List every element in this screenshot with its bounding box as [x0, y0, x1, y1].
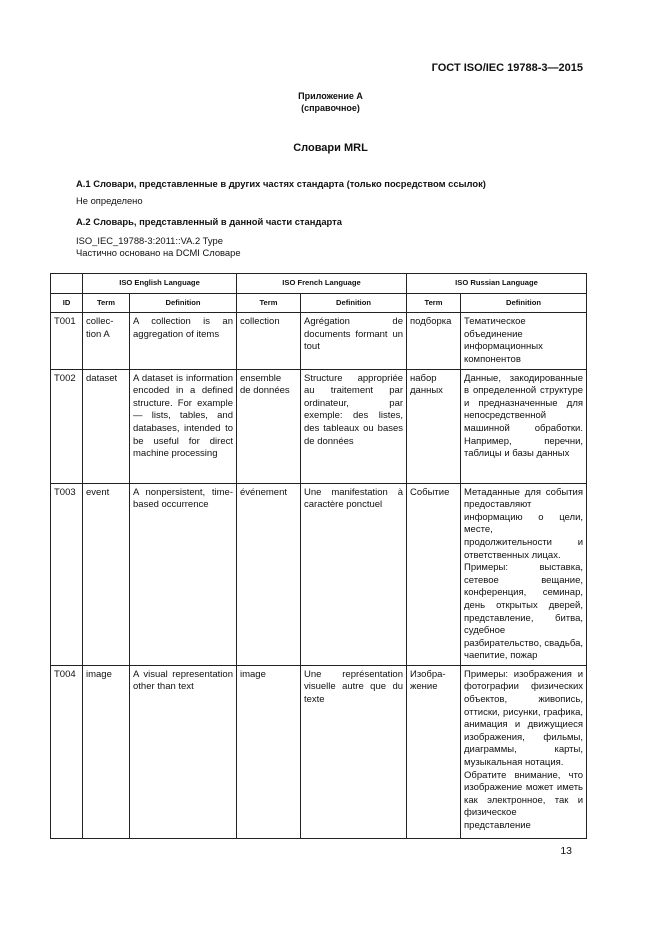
a1-heading: А.1 Словари, представленные в других частях стандарта (только посредством ссылок): [76, 178, 486, 189]
row-id: T002: [51, 369, 83, 483]
table-row: [51, 369, 587, 483]
header-en-definition: Definition: [130, 293, 237, 313]
en-definition: A dataset is information encoded in a defined structure. For example — lists, tables, and databases, intended to be useful for direct machine processing: [130, 369, 237, 483]
table-row: [51, 665, 587, 838]
en-term: event: [83, 483, 130, 665]
fr-term: image: [237, 665, 301, 838]
ru-term: Событие: [407, 483, 461, 665]
row-id: T001: [51, 313, 83, 369]
header-ru-term: Term: [407, 293, 461, 313]
a2-heading: А.2 Словарь, представленный в данной части стандарта: [76, 216, 342, 227]
ru-definition: Примеры: изображения и фотографии физических объектов, живопись, оттиски, рисунки, графика, анимация и движущиеся изображения, фильмы, диаграммы, карты, музыкальная нотация.: [464, 668, 584, 769]
header-fr-term: Term: [237, 293, 301, 313]
page-number: 13: [560, 845, 572, 857]
ru-definition-cell: [461, 483, 587, 665]
group-header-row: [51, 274, 587, 294]
a1-text: Не определено: [76, 195, 143, 206]
ru-term: набор данных: [407, 369, 461, 483]
header-en-term: Term: [83, 293, 130, 313]
table-row: [51, 313, 587, 369]
en-definition: A visual representation other than text: [130, 665, 237, 838]
fr-definition: Structure appropriée au traitement par ordinateur, par exemple: des listes, des tableaux ou bases de données: [301, 369, 407, 483]
appendix-subtitle: (справочное): [301, 103, 360, 113]
ru-definition: Метаданные для события предоставляют информацию о цели, месте, продолжительности и ответственных лицах.: [464, 486, 584, 561]
empty-header-cell: [51, 274, 83, 294]
a2-line2: Частично основано на DCMI Словаре: [76, 247, 241, 258]
a2-line1: ISO_IEC_19788-3:2011::VA.2 Type: [76, 235, 223, 246]
appendix-title: Приложение А: [298, 91, 363, 101]
fr-term: événement: [237, 483, 301, 665]
ru-definition-note: Обратите внимание, что изображение может иметь как электронное, так и физическое представление: [464, 769, 584, 831]
fr-definition: Une représentation visuelle autre que du texte: [301, 665, 407, 838]
fr-term: collection: [237, 313, 301, 369]
header-id: ID: [51, 293, 83, 313]
fr-definition: Une manifestation à caractère ponctuel: [301, 483, 407, 665]
header-fr-definition: Definition: [301, 293, 407, 313]
ru-definition-examples: Примеры: выставка, сетевое вещание, конференция, семинар, день открытых дверей, представление, битва, судебное разбирательство, свадьба, чаепитие, пожар: [464, 562, 584, 662]
header-french: ISO French Language: [237, 274, 407, 294]
header-english: ISO English Language: [83, 274, 237, 294]
header-russian: ISO Russian Language: [407, 274, 587, 294]
row-id: T004: [51, 665, 83, 838]
ru-term: Изобра- жение: [407, 665, 461, 838]
en-definition: A collection is an aggregation of items: [130, 313, 237, 369]
ru-definition-cell: [461, 665, 587, 838]
vocabulary-table: [50, 273, 587, 839]
fr-term: ensemble de données: [237, 369, 301, 483]
en-definition: A nonpersistent, time-based occurrence: [130, 483, 237, 665]
en-term: dataset: [83, 369, 130, 483]
header-ru-definition: Definition: [461, 293, 587, 313]
ru-term: подборка: [407, 313, 461, 369]
ru-definition: Тематическое объединение информационных компонентов: [461, 313, 587, 369]
row-id: T003: [51, 483, 83, 665]
section-title: Словари MRL: [293, 142, 368, 154]
standard-header: ГОСТ ISO/IEC 19788-3—2015: [431, 62, 583, 74]
table-row: [51, 483, 587, 665]
ru-definition: Данные, закодированные в определенной структуре и предназначенные для непосредственной машинной обработки. Например, перечни, таблицы и базы данных: [461, 369, 587, 483]
en-term: collec- tion A: [83, 313, 130, 369]
fr-definition: Agrégation de documents formant un tout: [301, 313, 407, 369]
sub-header-row: [51, 293, 587, 313]
en-term: image: [83, 665, 130, 838]
